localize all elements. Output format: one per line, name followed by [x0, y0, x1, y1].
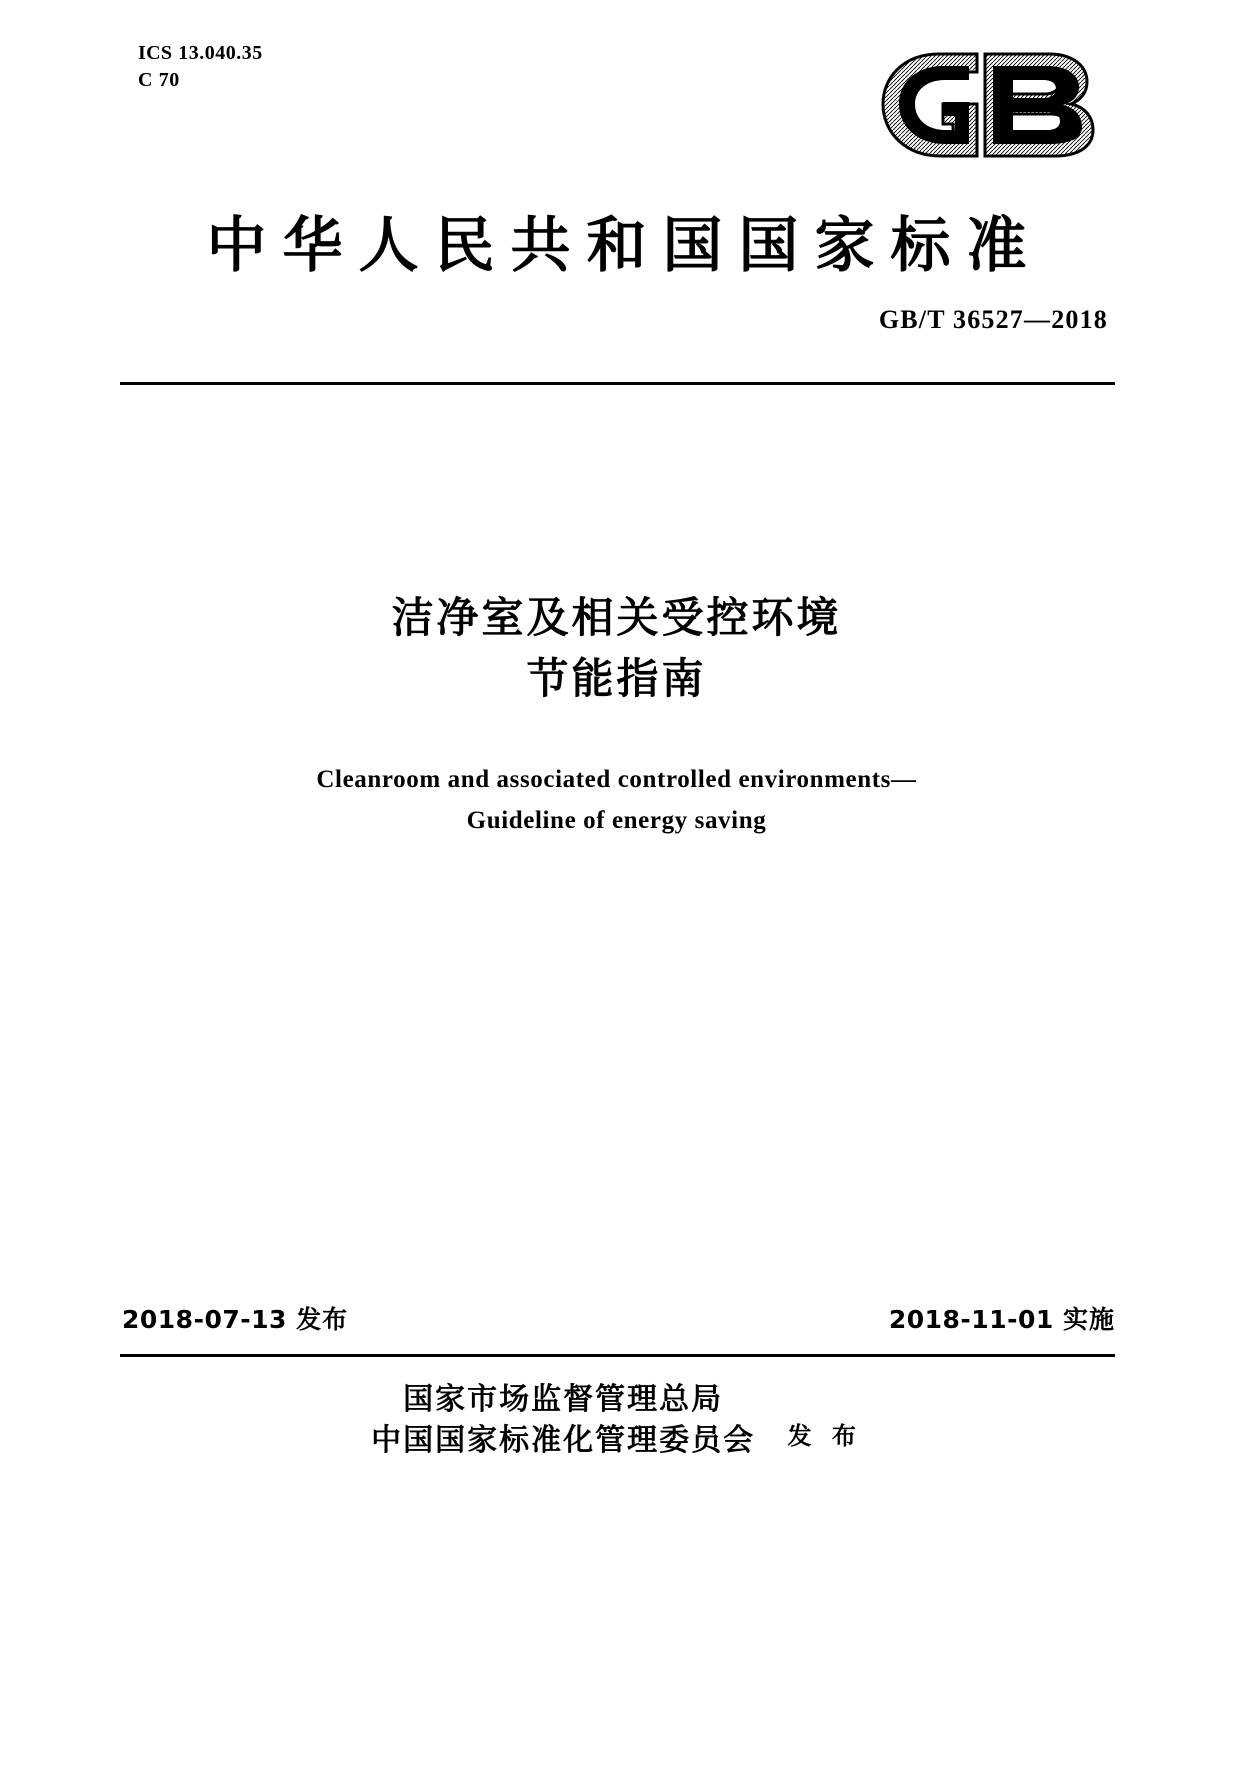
document-title-chinese-line2: 节能指南 [526, 653, 707, 703]
issuer-block [0, 1380, 1233, 1461]
effective-date-label: 实施 [1062, 1305, 1115, 1334]
classification-value: 70 [158, 69, 180, 91]
classification-line [138, 67, 263, 94]
issue-date-label: 发布 [296, 1305, 349, 1334]
issue-date: 2018-07-13 [122, 1305, 287, 1334]
classification-label: C [138, 69, 153, 91]
issuer-inner [371, 1380, 862, 1461]
issuer-names [371, 1380, 755, 1461]
standard-number: GB/T 36527—2018 [878, 305, 1108, 334]
issuer-line-2: 中国国家标准化管理委员会 [371, 1422, 756, 1458]
document-title-english-line2: Guideline of energy saving [466, 806, 767, 834]
footer-divider [120, 1354, 1115, 1357]
document-title-english-line1: Cleanroom and associated controlled environments— [316, 766, 917, 793]
issuer-line-1: 国家市场监督管理总局 [403, 1382, 724, 1417]
document-title-english [0, 760, 1233, 841]
ics-value: 13.040.35 [178, 42, 263, 64]
ics-line [138, 40, 263, 67]
ics-classification-block [138, 40, 263, 94]
effective-date: 2018-11-01 [888, 1305, 1054, 1334]
effective-date-group [889, 1300, 1115, 1336]
document-title-chinese [0, 588, 1233, 710]
issue-date-group [122, 1300, 348, 1336]
dates-row [120, 1300, 1115, 1334]
header-divider [120, 382, 1115, 385]
document-title-chinese-line1: 洁净室及相关受控环境 [391, 593, 842, 642]
page-title: 中华人民共和国国家标准 [206, 211, 1043, 281]
gb-logo [873, 46, 1113, 161]
issuer-publish-label: 发 布 [787, 1422, 862, 1450]
ics-label: ICS [138, 42, 173, 64]
